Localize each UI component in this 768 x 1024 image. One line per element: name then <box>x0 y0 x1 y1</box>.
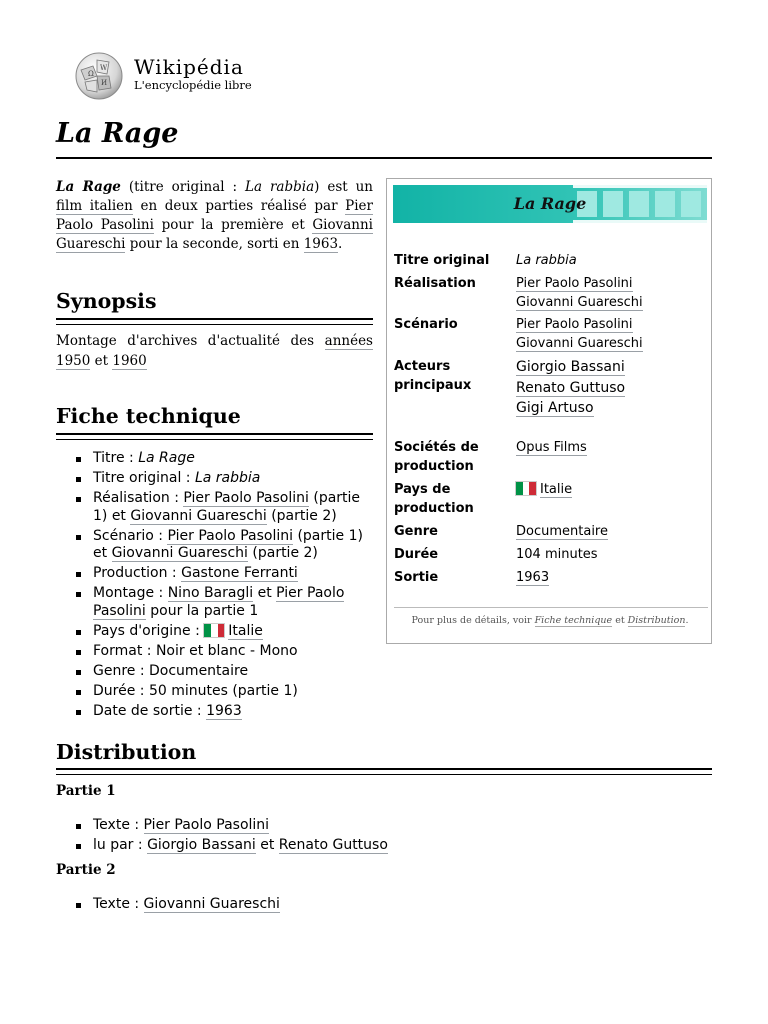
link-pasolini[interactable]: Pier Paolo Pasolini <box>516 317 633 332</box>
infobox-key-line: Pays de <box>394 482 451 497</box>
intro-text: (titre original : <box>120 179 246 195</box>
item-text: et <box>255 837 279 853</box>
link-film-italien[interactable]: film italien <box>56 198 133 214</box>
infobox-value <box>516 568 706 587</box>
item-text: (partie 2) <box>247 545 318 561</box>
infobox-key: Réalisation <box>394 276 476 291</box>
italy-flag-icon <box>516 482 536 495</box>
list-item <box>56 837 456 855</box>
link-guareschi[interactable]: Giovanni Guareschi <box>143 896 280 912</box>
item-value: La Rage <box>138 450 195 466</box>
section-rule <box>56 768 712 770</box>
infobox-value <box>516 274 706 312</box>
item-label: Titre original : <box>93 470 195 486</box>
infobox-key <box>394 438 504 476</box>
link-guareschi[interactable]: Giovanni Guareschi <box>516 295 643 310</box>
list-item <box>56 528 373 563</box>
item-label: Réalisation : <box>93 490 184 506</box>
list-item: Format : Noir et blanc - Mono <box>56 643 373 661</box>
page-title: La Rage <box>56 118 179 149</box>
footer-text: . <box>685 615 689 626</box>
intro-text: ) est un <box>314 179 373 195</box>
synopsis-paragraph <box>56 331 373 371</box>
item-label: Montage : <box>93 585 168 601</box>
section-rule <box>56 439 373 440</box>
wikipedia-globe-logo[interactable] <box>73 50 125 102</box>
item-label: Production : <box>93 565 182 581</box>
svg-text:W: W <box>100 64 108 72</box>
list-item <box>56 585 373 620</box>
section-rule <box>56 433 373 435</box>
link-ferranti[interactable]: Gastone Ferranti <box>181 565 298 581</box>
infobox-value <box>516 251 706 270</box>
link-1963[interactable]: 1963 <box>206 702 242 719</box>
infobox-key: Durée <box>394 547 439 562</box>
link-documentaire[interactable]: Documentaire <box>516 524 608 539</box>
link-pasolini[interactable]: Pier Paolo Pasolini <box>143 817 270 833</box>
list-item <box>56 623 373 641</box>
link-opus-films[interactable]: Opus Films <box>516 440 587 455</box>
link-pasolini[interactable]: Pier Paolo Pasolini <box>93 585 345 619</box>
item-label: Date de sortie : <box>93 702 207 719</box>
item-text: (partie 1) et <box>93 527 363 561</box>
intro-original-title: La rabbia <box>245 179 315 195</box>
link-1963[interactable]: 1963 <box>303 236 339 252</box>
item-label: Scénario : <box>93 527 168 544</box>
link-guttuso[interactable]: Renato Guttuso <box>516 379 626 396</box>
list-item <box>56 490 373 525</box>
infobox-key-line: Acteurs <box>394 359 451 374</box>
intro-text: . <box>338 236 343 252</box>
part1-list <box>56 817 456 857</box>
part1-label: Partie 1 <box>56 783 116 799</box>
item-text: (partie 1) et <box>93 490 361 524</box>
link-1960[interactable]: 1960 <box>112 353 147 369</box>
link-artuso[interactable]: Gigi Artuso <box>516 400 594 416</box>
infobox-key-line: production <box>394 501 474 516</box>
item-label: Pays d'origine : <box>93 622 205 639</box>
synopsis-text: et <box>90 353 113 369</box>
part2-label: Partie 2 <box>56 862 116 878</box>
list-item <box>56 896 456 914</box>
infobox-footer <box>387 615 713 626</box>
link-1963[interactable]: 1963 <box>516 570 550 585</box>
list-item: Durée : 50 minutes (partie 1) <box>56 683 373 701</box>
infobox-key: Sortie <box>394 570 439 585</box>
list-item <box>56 703 373 721</box>
infobox-value: 104 minutes <box>516 547 598 562</box>
link-bassani[interactable]: Giorgio Bassani <box>147 837 256 853</box>
link-guareschi[interactable]: Giovanni Guareschi <box>111 545 248 561</box>
footer-text: et <box>612 615 628 626</box>
link-guareschi[interactable]: Giovanni Guareschi <box>130 507 267 524</box>
infobox <box>386 178 712 644</box>
section-rule <box>56 324 373 325</box>
infobox-key-line: principaux <box>394 378 472 393</box>
item-label: Texte : <box>93 896 144 912</box>
svg-text:Ω: Ω <box>88 70 94 78</box>
section-heading-synopsis: Synopsis <box>56 289 157 313</box>
item-label: Texte : <box>93 817 144 833</box>
list-item <box>56 470 373 488</box>
infobox-value <box>516 438 706 457</box>
link-baragli[interactable]: Nino Baragli <box>167 585 254 601</box>
link-italie[interactable]: Italie <box>228 622 263 639</box>
svg-text:И: И <box>101 79 108 87</box>
item-text: (partie 2) <box>266 507 337 524</box>
infobox-key <box>394 357 504 395</box>
site-tagline: L'encyclopédie libre <box>134 78 252 92</box>
infobox-value-text: La rabbia <box>516 253 577 268</box>
item-label: Titre : <box>93 450 139 466</box>
item-text: pour la partie 1 <box>145 602 259 619</box>
intro-text: pour la première et <box>153 217 313 233</box>
infobox-key: Titre original <box>394 253 490 268</box>
section-heading-distribution: Distribution <box>56 740 197 764</box>
link-fiche-technique[interactable]: Fiche technique <box>534 615 613 626</box>
infobox-key <box>394 480 504 518</box>
infobox-key-line: Sociétés de <box>394 440 479 455</box>
intro-text: pour la seconde, sorti en <box>125 236 304 252</box>
infobox-value <box>516 315 706 353</box>
film-strip-decoration <box>573 185 707 188</box>
section-heading-fiche-technique: Fiche technique <box>56 404 241 428</box>
synopsis-text: Montage d'archives d'actualité des <box>56 333 325 349</box>
infobox-key: Genre <box>394 524 438 539</box>
link-bassani[interactable]: Giorgio Bassani <box>516 359 625 375</box>
site-name: Wikipédia <box>134 55 244 79</box>
list-item <box>56 817 456 835</box>
link-guareschi[interactable]: Giovanni Guareschi <box>56 217 373 252</box>
infobox-key-line: production <box>394 459 474 474</box>
italy-flag-icon <box>204 624 224 637</box>
intro-paragraph <box>56 178 373 254</box>
intro-text: en deux parties réalisé par <box>132 198 346 214</box>
film-strip-decoration <box>573 220 707 223</box>
list-item: Genre : Documentaire <box>56 663 373 681</box>
section-rule <box>56 318 373 320</box>
infobox-value <box>516 522 706 541</box>
infobox-separator <box>394 607 708 608</box>
section-rule <box>56 774 712 775</box>
infobox-title: La Rage <box>513 194 587 213</box>
link-pasolini[interactable]: Pier Paolo Pasolini <box>167 527 293 544</box>
link-guttuso[interactable]: Renato Guttuso <box>278 837 388 853</box>
link-guareschi[interactable]: Giovanni Guareschi <box>516 336 643 351</box>
list-item <box>56 450 373 468</box>
infobox-header <box>393 185 707 223</box>
fiche-list <box>56 450 373 723</box>
link-pasolini[interactable]: Pier Paolo Pasolini <box>183 490 309 506</box>
footer-text: Pour plus de détails, voir <box>411 615 535 626</box>
part2-list <box>56 896 456 916</box>
link-pasolini[interactable]: Pier Paolo Pasolini <box>56 198 373 233</box>
infobox-value <box>516 357 706 419</box>
link-italie[interactable]: Italie <box>540 482 573 497</box>
list-item <box>56 565 373 583</box>
item-label: lu par : <box>93 837 148 853</box>
link-distribution[interactable]: Distribution <box>627 615 686 626</box>
item-text: et <box>253 585 277 601</box>
title-rule <box>56 157 712 159</box>
site-brand[interactable] <box>134 56 252 92</box>
infobox-key: Scénario <box>394 317 458 332</box>
link-pasolini[interactable]: Pier Paolo Pasolini <box>516 276 633 291</box>
item-value: La rabbia <box>194 470 261 486</box>
infobox-value <box>516 480 706 499</box>
link-annees-1950[interactable]: années 1950 <box>56 333 373 369</box>
intro-title: La Rage <box>56 179 121 195</box>
